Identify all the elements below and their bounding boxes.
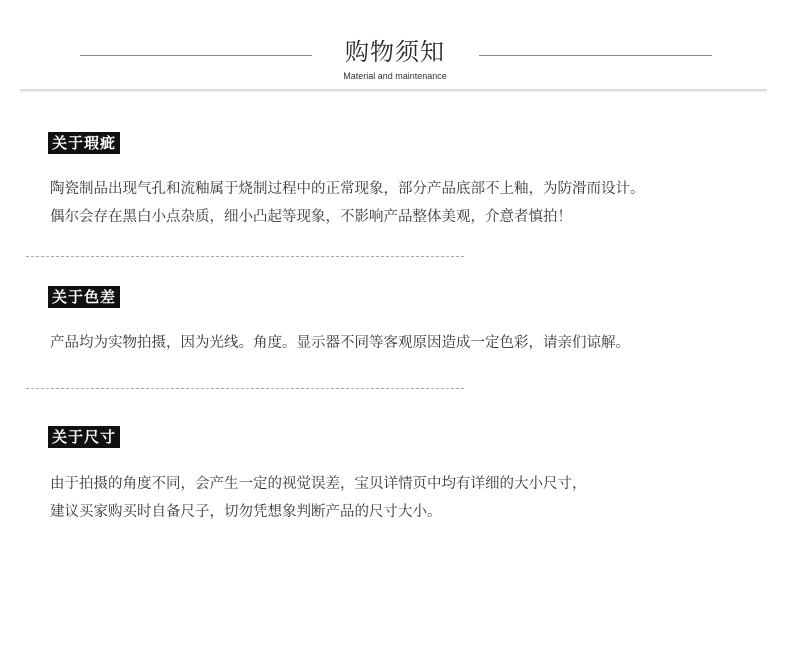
color-line-1: 产品均为实物拍摄，因为光线。角度。显示器不同等客观原因造成一定色彩，请亲们谅解。 — [50, 335, 630, 351]
defects-line-1: 陶瓷制品出现气孔和流釉属于烧制过程中的正常现象，部分产品底部不上釉，为防滑而设计。 — [50, 181, 645, 197]
section-tag-size: 关于尺寸 — [48, 426, 120, 448]
header-divider — [20, 89, 767, 93]
size-line-1: 由于拍摄的角度不同，会产生一定的视觉误差，宝贝详情页中均有详细的大小尺寸， — [50, 476, 587, 492]
page-title: 购物须知 — [345, 38, 445, 66]
section-divider — [26, 388, 464, 389]
section-divider — [26, 256, 464, 257]
page-subtitle: Material and maintenance — [343, 71, 447, 81]
section-tag-defects: 关于瑕疵 — [48, 132, 120, 154]
defects-line-2: 偶尔会存在黑白小点杂质，细小凸起等现象，不影响产品整体美观，介意者慎拍！ — [50, 209, 572, 225]
page-header — [0, 0, 790, 92]
size-line-2: 建议买家购买时自备尺子，切勿凭想象判断产品的尺寸大小。 — [50, 504, 442, 520]
section-tag-color: 关于色差 — [48, 286, 120, 308]
